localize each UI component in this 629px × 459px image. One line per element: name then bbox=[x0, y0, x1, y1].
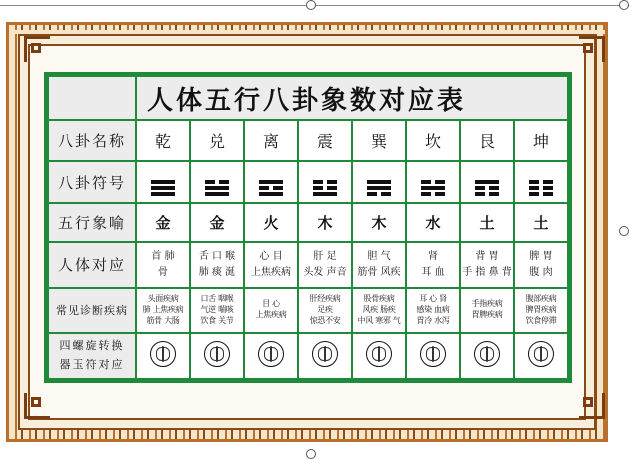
disease-line: 口舌 咽喉 bbox=[200, 294, 234, 304]
body-cell bbox=[460, 242, 514, 288]
seal-cell bbox=[244, 333, 298, 380]
element-value: 土 bbox=[514, 203, 568, 241]
li-seal-icon bbox=[258, 341, 284, 367]
disease-cell bbox=[244, 288, 298, 332]
kan-seal-icon bbox=[420, 341, 446, 367]
table-title: 人体五行八卦象数对应表 bbox=[136, 76, 568, 120]
body-line: 头发 声音 bbox=[303, 266, 347, 278]
trigram-cell bbox=[514, 161, 568, 203]
gua-name: 乾 bbox=[136, 120, 190, 160]
table-row bbox=[48, 242, 568, 288]
body-line: 腹 肉 bbox=[529, 266, 553, 278]
seal-cell bbox=[514, 333, 568, 380]
table-row bbox=[48, 120, 568, 160]
disease-line: 饮食停滞 bbox=[525, 315, 557, 325]
dui-seal-icon bbox=[204, 341, 230, 367]
trigram-icon bbox=[259, 180, 283, 196]
trigram-line bbox=[259, 192, 283, 196]
body-line: 心 目 bbox=[259, 250, 283, 262]
seal-label-line: 器玉符对应 bbox=[59, 357, 125, 371]
gua-name: 离 bbox=[244, 120, 298, 160]
body-cell bbox=[136, 242, 190, 288]
disease-line: 惊恐不安 bbox=[309, 315, 341, 325]
xun-seal-icon bbox=[366, 341, 392, 367]
disease-line: 上焦疾病 bbox=[255, 310, 287, 320]
trigram-cell bbox=[406, 161, 460, 203]
corner-cell bbox=[48, 76, 136, 120]
table-row bbox=[48, 333, 568, 380]
trigram-line bbox=[367, 186, 391, 190]
table-grid bbox=[47, 75, 569, 380]
row-label-disease: 常见诊断疾病 bbox=[48, 288, 136, 332]
gen-seal-icon bbox=[474, 341, 500, 367]
zhen-seal-icon bbox=[312, 341, 338, 367]
trigram-line bbox=[151, 186, 175, 190]
trigram-line bbox=[367, 192, 391, 196]
body-line: 首 肺 bbox=[151, 250, 175, 262]
element-value: 金 bbox=[136, 203, 190, 241]
gua-name: 巽 bbox=[352, 120, 406, 160]
trigram-cell bbox=[352, 161, 406, 203]
trigram-cell bbox=[190, 161, 244, 203]
trigram-line bbox=[151, 192, 175, 196]
corner-ornament-icon bbox=[579, 36, 605, 62]
trigram-line bbox=[421, 186, 445, 190]
trigram-line bbox=[205, 186, 229, 190]
gua-name: 坎 bbox=[406, 120, 460, 160]
handle-top[interactable] bbox=[306, 0, 316, 10]
body-line: 肾 bbox=[428, 250, 438, 262]
disease-line: 手指疾病 bbox=[471, 299, 503, 309]
body-cell bbox=[244, 242, 298, 288]
body-line: 胆 气 bbox=[367, 250, 391, 262]
disease-line: 脾胃疾病 bbox=[525, 304, 557, 314]
gua-name: 艮 bbox=[460, 120, 514, 160]
disease-line: 腹部疾病 bbox=[525, 294, 557, 304]
seal-cell bbox=[406, 333, 460, 380]
trigram-line bbox=[151, 180, 175, 184]
body-line: 手 指 鼻 背 bbox=[462, 266, 512, 278]
element-value: 水 bbox=[406, 203, 460, 241]
disease-cell bbox=[298, 288, 352, 332]
element-value: 土 bbox=[460, 203, 514, 241]
disease-cell bbox=[460, 288, 514, 332]
seal-cell bbox=[298, 333, 352, 380]
trigram-line bbox=[475, 192, 499, 196]
disease-line: 中风 寒邪 气 bbox=[357, 315, 401, 325]
disease-line: 目 心 bbox=[262, 299, 280, 309]
trigram-line bbox=[205, 180, 229, 184]
table-row bbox=[48, 203, 568, 241]
trigram-line bbox=[205, 192, 229, 196]
kun-seal-icon bbox=[528, 341, 554, 367]
row-label-seal bbox=[48, 333, 136, 380]
seal-cell bbox=[352, 333, 406, 380]
handle-top-right[interactable] bbox=[619, 0, 629, 10]
qian-seal-icon bbox=[150, 341, 176, 367]
body-cell bbox=[514, 242, 568, 288]
trigram-cell bbox=[460, 161, 514, 203]
corner-ornament-icon bbox=[24, 393, 50, 419]
seal-cell bbox=[460, 333, 514, 380]
trigram-line bbox=[475, 180, 499, 184]
element-value: 火 bbox=[244, 203, 298, 241]
trigram-icon bbox=[205, 180, 229, 196]
row-label-name: 八卦名称 bbox=[48, 120, 136, 160]
disease-cell bbox=[514, 288, 568, 332]
disease-line: 风疾 肠疾 bbox=[362, 304, 396, 314]
trigram-cell bbox=[244, 161, 298, 203]
gua-name: 兑 bbox=[190, 120, 244, 160]
trigram-cell bbox=[136, 161, 190, 203]
trigram-icon bbox=[151, 180, 175, 196]
disease-line: 感染 血病 bbox=[416, 304, 450, 314]
disease-line: 肝经疾病 bbox=[309, 294, 341, 304]
trigram-icon bbox=[313, 180, 337, 196]
trigram-line bbox=[259, 186, 283, 190]
disease-cell bbox=[406, 288, 460, 332]
body-line: 肝 足 bbox=[313, 250, 337, 262]
disease-line: 气逆 喘咳 bbox=[200, 304, 234, 314]
trigram-line bbox=[313, 180, 337, 184]
row-label-symbol: 八卦符号 bbox=[48, 161, 136, 203]
element-value: 金 bbox=[190, 203, 244, 241]
title-row bbox=[48, 76, 568, 120]
body-line: 筋骨 风疾 bbox=[357, 266, 401, 278]
body-line: 上焦疾病 bbox=[251, 266, 291, 278]
trigram-line bbox=[367, 180, 391, 184]
body-line: 舌 口 喉 bbox=[198, 250, 236, 262]
gua-name: 震 bbox=[298, 120, 352, 160]
body-cell bbox=[298, 242, 352, 288]
body-line: 耳 血 bbox=[421, 266, 445, 278]
trigram-icon bbox=[529, 180, 553, 196]
seal-cell bbox=[190, 333, 244, 380]
row-label-body: 人体对应 bbox=[48, 242, 136, 288]
body-line: 背 胃 bbox=[475, 250, 499, 262]
body-line: 脾 胃 bbox=[529, 250, 553, 262]
disease-cell bbox=[352, 288, 406, 332]
disease-line: 筋骨 大肠 bbox=[146, 315, 180, 325]
seal-cell bbox=[136, 333, 190, 380]
trigram-line bbox=[529, 180, 553, 184]
trigram-line bbox=[529, 186, 553, 190]
trigram-line bbox=[313, 186, 337, 190]
disease-cell bbox=[190, 288, 244, 332]
disease-line: 肺 上焦疾病 bbox=[142, 304, 184, 314]
trigram-icon bbox=[421, 180, 445, 196]
body-cell bbox=[406, 242, 460, 288]
disease-line: 饮食 关节 bbox=[200, 315, 234, 325]
body-line: 肺 痰 涎 bbox=[198, 266, 236, 278]
trigram-icon bbox=[475, 180, 499, 196]
element-value: 木 bbox=[352, 203, 406, 241]
body-cell bbox=[190, 242, 244, 288]
trigram-icon bbox=[367, 180, 391, 196]
trigram-line bbox=[421, 180, 445, 184]
row-label-element: 五行象喻 bbox=[48, 203, 136, 241]
trigram-line bbox=[475, 186, 499, 190]
handle-bottom[interactable] bbox=[306, 449, 316, 459]
element-value: 木 bbox=[298, 203, 352, 241]
trigram-line bbox=[259, 180, 283, 184]
body-line: 骨 bbox=[158, 266, 168, 278]
disease-line: 胃冷 水泻 bbox=[416, 315, 450, 325]
disease-line: 足疾 bbox=[317, 304, 333, 314]
disease-line: 胃脾疾病 bbox=[471, 310, 503, 320]
disease-line: 头面疾病 bbox=[147, 294, 179, 304]
disease-line: 耳 心 肾 bbox=[419, 294, 447, 304]
trigram-cell bbox=[298, 161, 352, 203]
gua-name: 坤 bbox=[514, 120, 568, 160]
correspondence-table bbox=[44, 72, 572, 383]
corner-ornament-icon bbox=[579, 393, 605, 419]
handle-right[interactable] bbox=[619, 226, 629, 236]
table-row bbox=[48, 161, 568, 203]
disease-line: 股骨疾病 bbox=[363, 294, 395, 304]
corner-ornament-icon bbox=[24, 36, 50, 62]
trigram-line bbox=[313, 192, 337, 196]
seal-label-line: 四螺旋转换 bbox=[59, 339, 125, 353]
trigram-line bbox=[529, 192, 553, 196]
table-row bbox=[48, 288, 568, 332]
body-cell bbox=[352, 242, 406, 288]
disease-cell bbox=[136, 288, 190, 332]
trigram-line bbox=[421, 192, 445, 196]
